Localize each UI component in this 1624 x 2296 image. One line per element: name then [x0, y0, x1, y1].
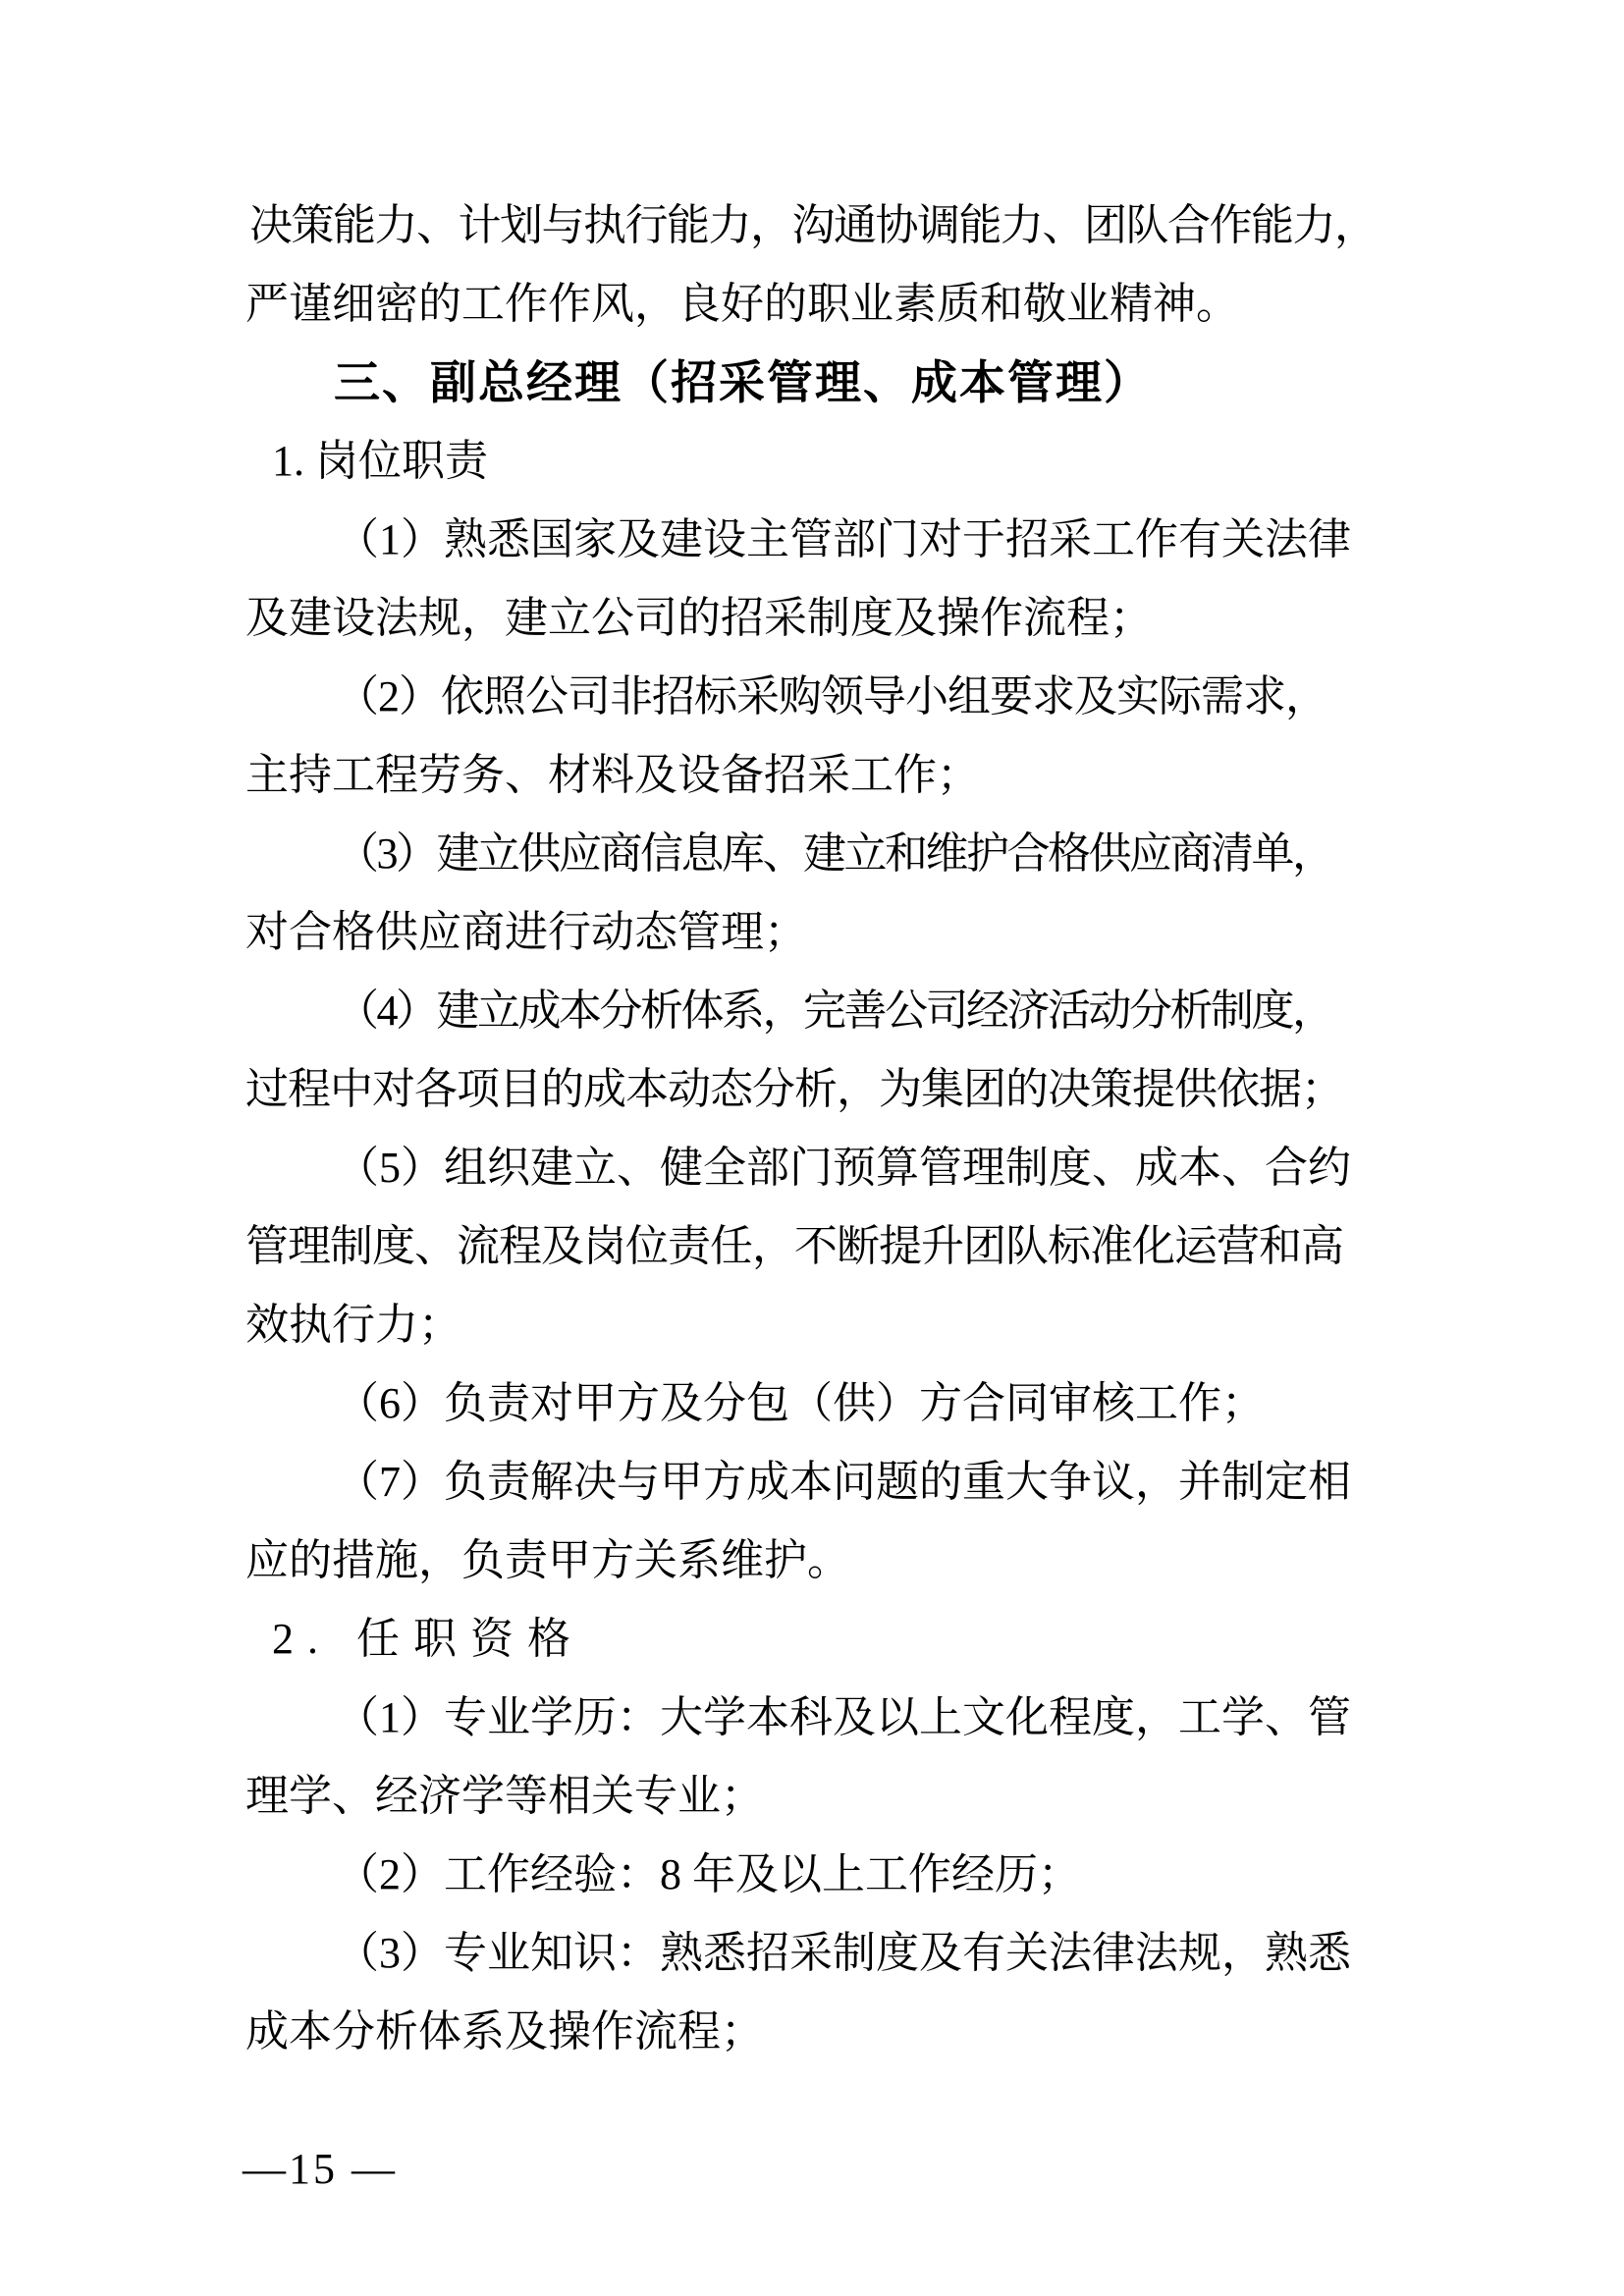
- body-text-line: 严谨细密的工作作风，良好的职业素质和敬业精神。: [245, 280, 1239, 328]
- numbered-item-line: （3）专业知识：熟悉招采制度及有关法律法规，熟悉: [336, 1929, 1351, 1977]
- body-text-line: 过程中对各项目的成本动态分析，为集团的决策提供依据；: [245, 1065, 1343, 1113]
- body-text-line: 主持工程劳务、材料及设备招采工作；: [245, 751, 980, 799]
- section-heading-deputy-general-manager: 三、副总经理（招采管理、成本管理）: [334, 356, 1152, 408]
- body-text-line: 管理制度、流程及岗位责任，不断提升团队标准化运营和高: [245, 1222, 1343, 1270]
- numbered-item-line: （6）负责对甲方及分包（供）方合同审核工作；: [336, 1379, 1265, 1427]
- numbered-item-line: （7）负责解决与甲方成本问题的重大争议，并制定相: [336, 1458, 1351, 1506]
- numbered-item-line: （5）组织建立、健全部门预算管理制度、成本、合约: [336, 1144, 1351, 1192]
- body-text-line: 及建设法规，建立公司的招采制度及操作流程；: [245, 594, 1153, 642]
- body-text-line: 理学、经济学等相关专业；: [245, 1772, 764, 1820]
- numbered-item-line: （1）专业学历：大学本科及以上文化程度，工学、管: [336, 1693, 1351, 1741]
- numbered-item-line: （4）建立成本分析体系，完善公司经济活动分析制度，: [336, 987, 1333, 1035]
- body-text-line: 决策能力、计划与执行能力，沟通协调能力、团队合作能力，: [249, 201, 1377, 249]
- numbered-item-line: （1）熟悉国家及建设主管部门对于招采工作有关法律: [336, 515, 1351, 563]
- body-text-line: 应的措施，负责甲方关系维护。: [245, 1536, 850, 1584]
- subheading-job-duties: 1. 岗位职责: [272, 437, 488, 485]
- body-text-line: 成本分析体系及操作流程；: [245, 2007, 764, 2056]
- page-number: —15 —: [243, 2145, 398, 2193]
- document-body: [245, 187, 1384, 2071]
- body-text-line: 效执行力；: [245, 1301, 461, 1349]
- numbered-item-line: （2）依照公司非招标采购领导小组要求及实际需求，: [336, 672, 1327, 721]
- numbered-item-line: （2）工作经验：8 年及以上工作经历；: [336, 1850, 1081, 1898]
- subheading-qualifications: 2. 任职资格: [272, 1615, 584, 1663]
- numbered-item-line: （3）建立供应商信息库、建立和维护合格供应商清单，: [336, 829, 1333, 878]
- body-text-line: 对合格供应商进行动态管理；: [245, 908, 807, 956]
